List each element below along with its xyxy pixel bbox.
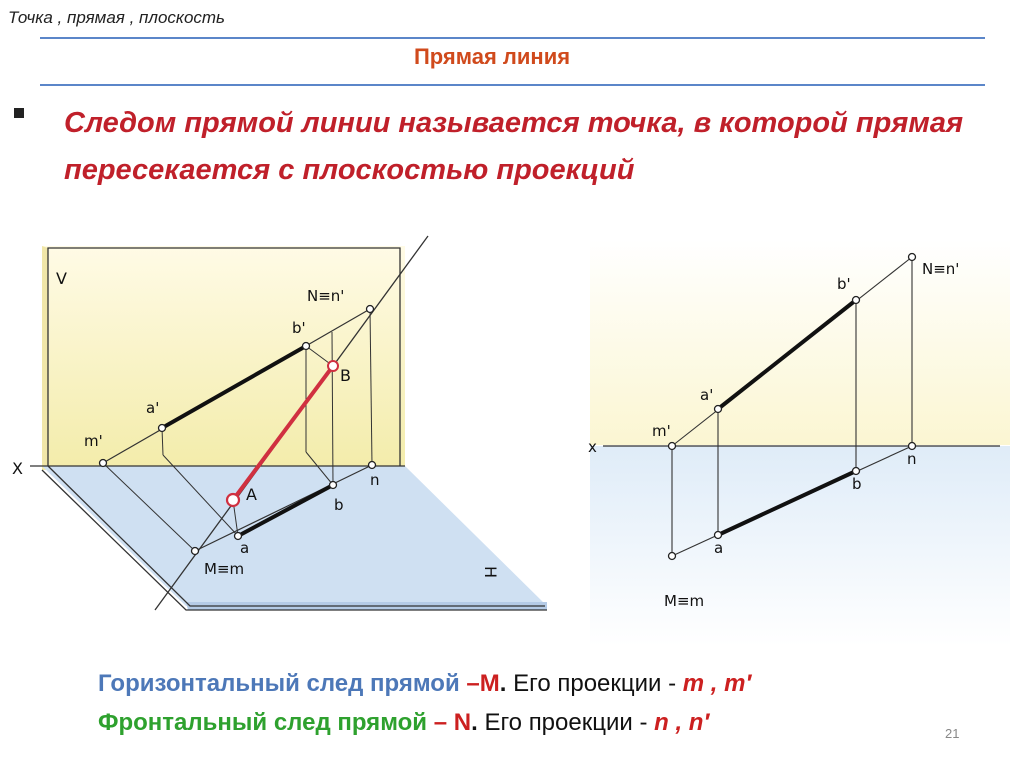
legend-frontal-dot: . bbox=[471, 709, 478, 736]
page-number: 21 bbox=[945, 726, 960, 741]
label-x-right: x bbox=[588, 438, 597, 456]
legend-horizontal-text: Его проекции - bbox=[513, 670, 677, 697]
label-N-right: N≡n' bbox=[922, 260, 960, 278]
legend-horizontal-label: Горизонтальный след прямой bbox=[98, 670, 460, 697]
label-m-prime-left: m' bbox=[84, 432, 103, 450]
right-plane-h bbox=[590, 446, 1010, 646]
breadcrumb: Точка , прямая , плоскость bbox=[8, 8, 225, 27]
point-A bbox=[227, 494, 239, 506]
label-a-right: a bbox=[714, 539, 724, 557]
legend-frontal-label: Фронтальный след прямой bbox=[98, 709, 428, 736]
label-b-prime-left: b' bbox=[292, 319, 306, 337]
plane-h bbox=[42, 466, 547, 606]
legend-frontal-projections: n , n′ bbox=[654, 709, 710, 736]
label-M-left: M≡m bbox=[204, 560, 245, 578]
label-n-right: n bbox=[907, 450, 917, 468]
label-a-prime-right: a' bbox=[700, 386, 714, 404]
legend-horizontal-dot: . bbox=[499, 670, 507, 697]
label-a-prime-left: a' bbox=[146, 399, 160, 417]
label-n-left: n bbox=[370, 471, 380, 489]
label-N-left: N≡n' bbox=[307, 287, 345, 305]
legend-horizontal-dash: – bbox=[466, 670, 480, 697]
label-v: V bbox=[56, 269, 67, 288]
label-m-prime-right: m' bbox=[652, 422, 671, 440]
label-b-right: b bbox=[852, 475, 862, 493]
label-B: B bbox=[340, 366, 351, 385]
label-b-left: b bbox=[334, 496, 344, 514]
label-b-prime-right: b' bbox=[837, 275, 851, 293]
plane-v-edge bbox=[42, 246, 48, 466]
page-title: Прямая линия bbox=[413, 44, 571, 69]
legend-frontal-trace bbox=[98, 709, 709, 737]
label-h: H bbox=[481, 566, 500, 579]
legend-frontal-text: Его проекции - bbox=[484, 709, 648, 736]
legend-horizontal-trace bbox=[98, 670, 751, 698]
definition-text: Следом прямой линии называется точка, в которой прямая пересекается с плоскостью проекций bbox=[64, 107, 964, 186]
legend-frontal-letter: N bbox=[453, 709, 472, 736]
legend-frontal-dash: – bbox=[433, 709, 448, 736]
label-M-right: M≡m bbox=[664, 592, 705, 610]
point-B bbox=[328, 361, 338, 371]
label-a-left: a bbox=[240, 539, 250, 557]
left-figure bbox=[12, 236, 547, 610]
right-figure bbox=[588, 240, 1010, 646]
label-x-left: X bbox=[12, 459, 23, 478]
legend-horizontal-letter: M bbox=[479, 670, 500, 697]
legend-horizontal-projections: m , m′ bbox=[682, 670, 752, 697]
label-A: A bbox=[246, 485, 257, 504]
